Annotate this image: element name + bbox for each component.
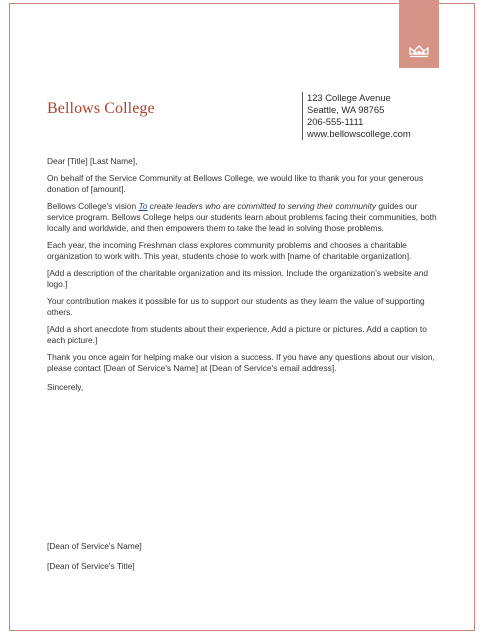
address-block	[302, 92, 411, 140]
salutation: Dear [Title] [Last Name],	[47, 156, 138, 166]
vision-text-end: guides our service program. Bellows College helps our students learn about problems facing their communities, both locally and worldwide, and then empowers them to take the lead in solving those problems.	[47, 201, 437, 233]
address-phone: 206-555-1111	[307, 116, 364, 127]
signer-name: [Dean of Service's Name]	[47, 541, 142, 551]
paragraph-thanks: On behalf of the Service Community at Bellows College, we would like to thank you for your generous donation of [amount].	[47, 173, 424, 194]
vision-link[interactable]: To	[138, 201, 148, 211]
paragraph-organization-placeholder: [Add a description of the charitable organization and its mission. Include the organization's website and logo.]	[47, 268, 429, 289]
letter-body	[47, 156, 439, 399]
paragraph-anecdote-placeholder: [Add a short anecdote from students about their experience. Add a picture or pictures. Add a caption to each picture.]	[47, 324, 427, 345]
paragraph-contribution: Your contribution makes it possible for us to support our students as they learn the value of supporting others.	[47, 296, 425, 317]
address-website: www.bellowscollege.com	[307, 128, 411, 139]
college-name: Bellows College	[47, 100, 155, 117]
address-city: Seattle, WA 98765	[307, 104, 385, 115]
address-street: 123 College Avenue	[307, 92, 391, 103]
header-emblem-tab	[399, 0, 439, 68]
paragraph-freshman: Each year, the incoming Freshman class explores community problems and chooses a charitable organization to work with. This year, students chose to work with [name of charitable organization].	[47, 240, 412, 261]
crown-emblem-icon	[408, 44, 430, 58]
signer-title: [Dean of Service's Title]	[47, 561, 135, 571]
closing: Sincerely,	[47, 382, 84, 392]
vision-text-start: Bellows College's vision	[47, 201, 139, 211]
paragraph-closing-thanks: Thank you once again for helping make our vision a success. If you have any questions about our vision, please contact [Dean of Service's Name] at [Dean of Service's email address].	[47, 352, 435, 373]
signature-block	[47, 541, 142, 581]
paragraph-vision	[47, 201, 439, 234]
vision-statement: create leaders who are committed to serving their community	[147, 201, 377, 211]
